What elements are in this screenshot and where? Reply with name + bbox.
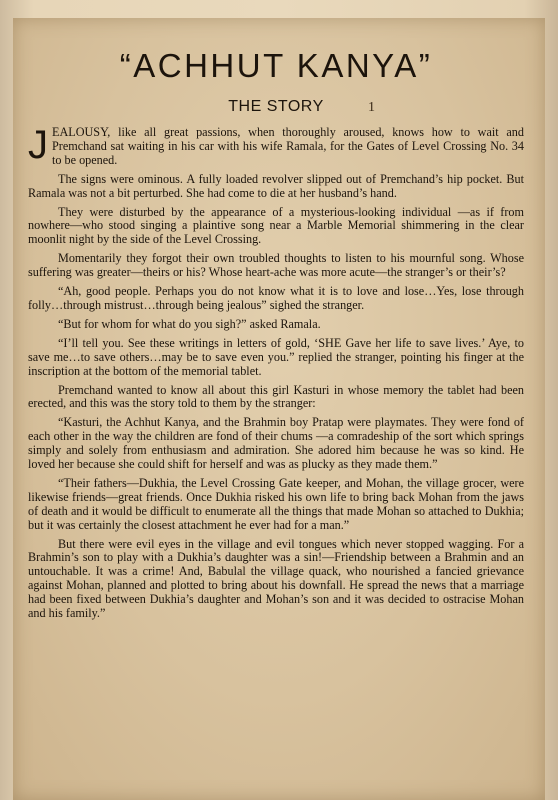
paragraph: The signs were ominous. A fully loaded revolver slipped out of Premchand’s hip pocket. But Ramala was not a bit perturbed. She had come to die at her husband’s hand. [28, 171, 524, 200]
paragraph: They were disturbed by the appearance of a mysterious-looking individual —as if from nowhere—who stood singing a plaintive song near a Marble Memorial shimmering in the clear moonlit night by the side of the Level Crossing. [28, 204, 524, 247]
paragraph: Premchand wanted to know all about this girl Kasturi in whose memory the tablet had been erected, and this was the story told to them by the stranger: [28, 382, 524, 411]
paragraph: “Ah, good people. Perhaps you do not know what it is to love and lose…Yes, lose through folly…through mistrust…through being jealous” sighed the stranger. [28, 284, 524, 312]
paragraph: “I’ll tell you. See these writings in letters of gold, ‘SHE Gave her life to save lives.’ Aye, to save me…to save others…may be to save even you.” replied the stranger, pointing his finger at the inscription at the bottom of the memorial tablet. [28, 335, 524, 378]
story-page [28, 46, 524, 626]
paragraph: JEALOUSY, like all great passions, when thoroughly aroused, knows how to wait and Premchand sat waiting in his car with his wife Ramala, for the Gates of Level Crossing No. 34 to be opened. [28, 123, 524, 167]
section-heading: THE STORY [228, 98, 324, 115]
paragraph: “But for whom for what do you sigh?” asked Ramala. [58, 316, 321, 331]
paragraph: “Kasturi, the Achhut Kanya, and the Brahmin boy Pratap were playmates. They were fond of each other in the way the children are fond of their chums —a comradeship of the sort which springs simply and solely from enthusiasm and admiration. She adored him because he was so kind. He loved her because she could shift for herself and was as plucky as they made them.” [28, 415, 524, 472]
paragraph: Momentarily they forgot their own troubled thoughts to listen to his mournful song. Whose suffering was greater—theirs or his? Whose heart-ache was more acute—the stranger’s or their’s? [28, 251, 524, 280]
page-title: “ACHHUT KANYA” [119, 47, 433, 84]
drop-cap: J [28, 123, 48, 167]
paragraph: But there were evil eyes in the village and evil tongues which never stopped wagging. For a Brahmin’s son to play with a Dukhia’s daughter was a sin!—Friendship between a Brahmin and an untouchable. It was a crime! And, Babulal the village quack, who nourished a fancied grievance against Mohan, planned and plotted to bring about his downfall. He spread the news that a marriage had been fixed between Dukhia’s daughter and Mohan’s son and it was decided to ostracise Mohan and his family.” [28, 536, 524, 621]
paragraph: “Their fathers—Dukhia, the Level Crossing Gate keeper, and Mohan, the village grocer, were likewise friends—great friends. Once Dukhia risked his own life to bring back Mohan from the jaws of death and it would be difficult to enumerate all the things that made Mohan so attached to Dukhia; but it was certainly the closest attachment he ever had for a man.” [28, 475, 524, 532]
margin-page-mark: 1 [368, 100, 375, 115]
